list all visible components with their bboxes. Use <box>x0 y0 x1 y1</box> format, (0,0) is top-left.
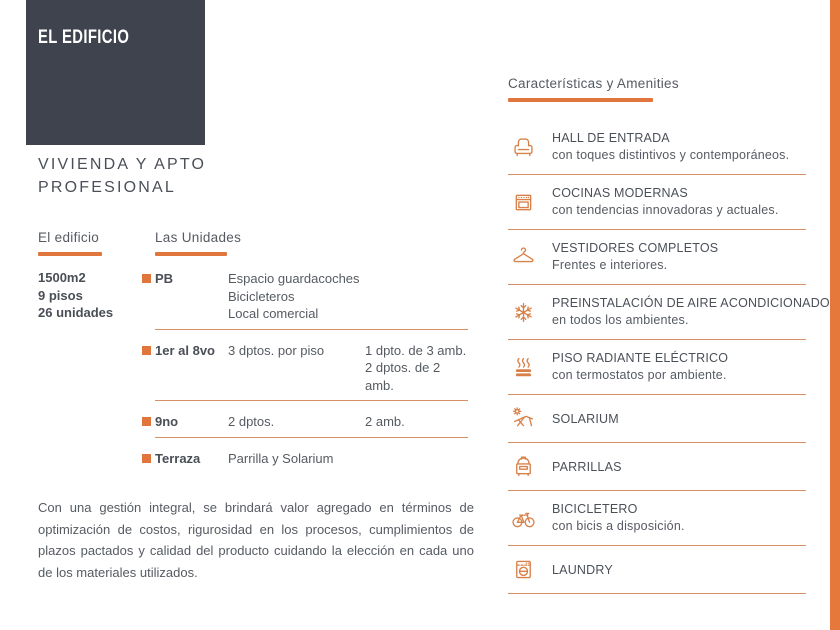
amenity-title: SOLARIUM <box>552 411 619 426</box>
extra-cell <box>365 413 468 431</box>
accent-rule <box>508 98 653 102</box>
amenity-subtitle: con tendencias innovadoras y actuales. <box>552 203 779 217</box>
list-item <box>508 340 806 395</box>
amenity-subtitle: con toques distintivos y contemporáneos. <box>552 148 790 162</box>
oven-icon <box>508 189 538 216</box>
floor-cell: 1er al 8vo <box>155 342 215 358</box>
grill-icon <box>508 453 538 480</box>
amenity-title: PISO RADIANTE ELÉCTRICO <box>552 351 729 365</box>
stat-area: 1500m2 <box>38 270 86 285</box>
detail-cell <box>228 270 365 323</box>
amenity-text <box>552 130 789 164</box>
table-row <box>142 413 468 431</box>
floor-cell: PB <box>155 271 174 286</box>
extra-line: 2 amb. <box>365 414 405 429</box>
table-row <box>142 270 468 323</box>
detail-line: Local comercial <box>228 306 319 321</box>
row-divider <box>155 329 468 330</box>
amenities-label: Características y Amenities <box>508 76 679 91</box>
list-item <box>508 491 806 546</box>
bullet-square-icon <box>142 417 151 426</box>
row-divider <box>155 437 468 438</box>
detail-cell <box>228 450 365 468</box>
list-item <box>508 285 830 340</box>
list-item <box>508 230 806 285</box>
units-table <box>142 270 468 467</box>
floor-cell: 9no <box>155 414 179 429</box>
list-item <box>508 443 806 491</box>
stat-floors: 9 pisos <box>38 287 83 303</box>
bullet-square-icon <box>142 346 151 355</box>
amenity-subtitle: en todos los ambientes. <box>552 313 689 327</box>
amenities-section <box>508 76 830 594</box>
detail-line: 2 dptos. <box>228 414 275 429</box>
amenity-title: LAUNDRY <box>552 562 613 577</box>
detail-cell <box>228 342 365 395</box>
list-item <box>508 175 806 230</box>
extra-cell <box>365 270 468 323</box>
amenity-text <box>552 459 622 475</box>
sun-lounger-icon <box>508 405 538 432</box>
extra-cell <box>365 450 468 468</box>
building-label: El edificio <box>38 230 100 245</box>
detail-cell <box>228 413 365 431</box>
detail-line: Espacio guardacoches <box>228 271 360 286</box>
amenity-title: PARRILLAS <box>552 459 622 474</box>
section-heading-line1: VIVIENDA Y APTO <box>38 156 207 173</box>
amenities-list <box>508 120 830 594</box>
amenity-subtitle: Frentes e interiores. <box>552 258 668 272</box>
amenity-title: HALL DE ENTRADA <box>552 131 670 145</box>
amenity-subtitle: con bicis a disposición. <box>552 519 685 533</box>
amenity-title: VESTIDORES COMPLETOS <box>552 241 719 255</box>
accent-rule <box>155 252 227 256</box>
amenity-title: COCINAS MODERNAS <box>552 186 688 200</box>
extra-line: 2 dptos. de 2 amb. <box>365 360 441 393</box>
washing-machine-icon <box>508 556 538 583</box>
bullet-square-icon <box>142 454 151 463</box>
detail-line: Parrilla y Solarium <box>228 450 334 466</box>
bullet-square-icon <box>142 274 151 283</box>
table-row <box>142 450 468 468</box>
section-heading <box>38 153 206 199</box>
amenity-subtitle: con termostatos por ambiente. <box>552 368 727 382</box>
floor-cell: Terraza <box>155 450 201 466</box>
armchair-icon <box>508 134 538 161</box>
units-label: Las Unidades <box>155 230 242 245</box>
amenity-text <box>552 185 779 219</box>
building-stats-section <box>38 230 148 322</box>
amenity-text <box>552 350 728 384</box>
accent-side-bar <box>830 0 840 630</box>
extra-line: 1 dpto. de 3 amb. <box>365 342 467 358</box>
amenity-text <box>552 411 619 427</box>
detail-line: 3 dptos. por piso <box>228 342 325 358</box>
building-stats <box>38 269 148 322</box>
amenity-text <box>552 501 685 535</box>
snowflake-icon <box>508 299 538 326</box>
row-divider <box>155 400 468 401</box>
amenity-text <box>552 562 613 578</box>
extra-cell <box>365 342 468 395</box>
amenity-title: PREINSTALACIÓN DE AIRE ACONDICIONADO <box>552 296 830 310</box>
bicycle-icon <box>508 505 538 532</box>
amenity-title: BICICLETERO <box>552 502 638 516</box>
title-panel <box>26 0 205 145</box>
heated-floor-icon <box>508 354 538 381</box>
description-paragraph: Con una gestión integral, se brindará valor agregado en términos de optimización de costos, rigurosidad en los procesos, cumplimientos de plazos pactados y calidad del producto cuidando la elección en cada uno de los materiales utilizados. <box>38 500 474 580</box>
table-row <box>142 342 468 395</box>
stat-units: 26 unidades <box>38 305 114 320</box>
list-item <box>508 395 806 443</box>
accent-rule <box>38 252 102 256</box>
hanger-icon <box>508 244 538 271</box>
page-title: EL EDIFICIO <box>38 27 130 48</box>
list-item <box>508 546 806 594</box>
amenity-text <box>552 295 830 329</box>
detail-line: Bicicleteros <box>228 288 295 304</box>
units-section <box>142 230 468 467</box>
section-heading-line2: PROFESIONAL <box>38 179 177 196</box>
list-item <box>508 120 806 175</box>
amenity-text <box>552 240 718 274</box>
